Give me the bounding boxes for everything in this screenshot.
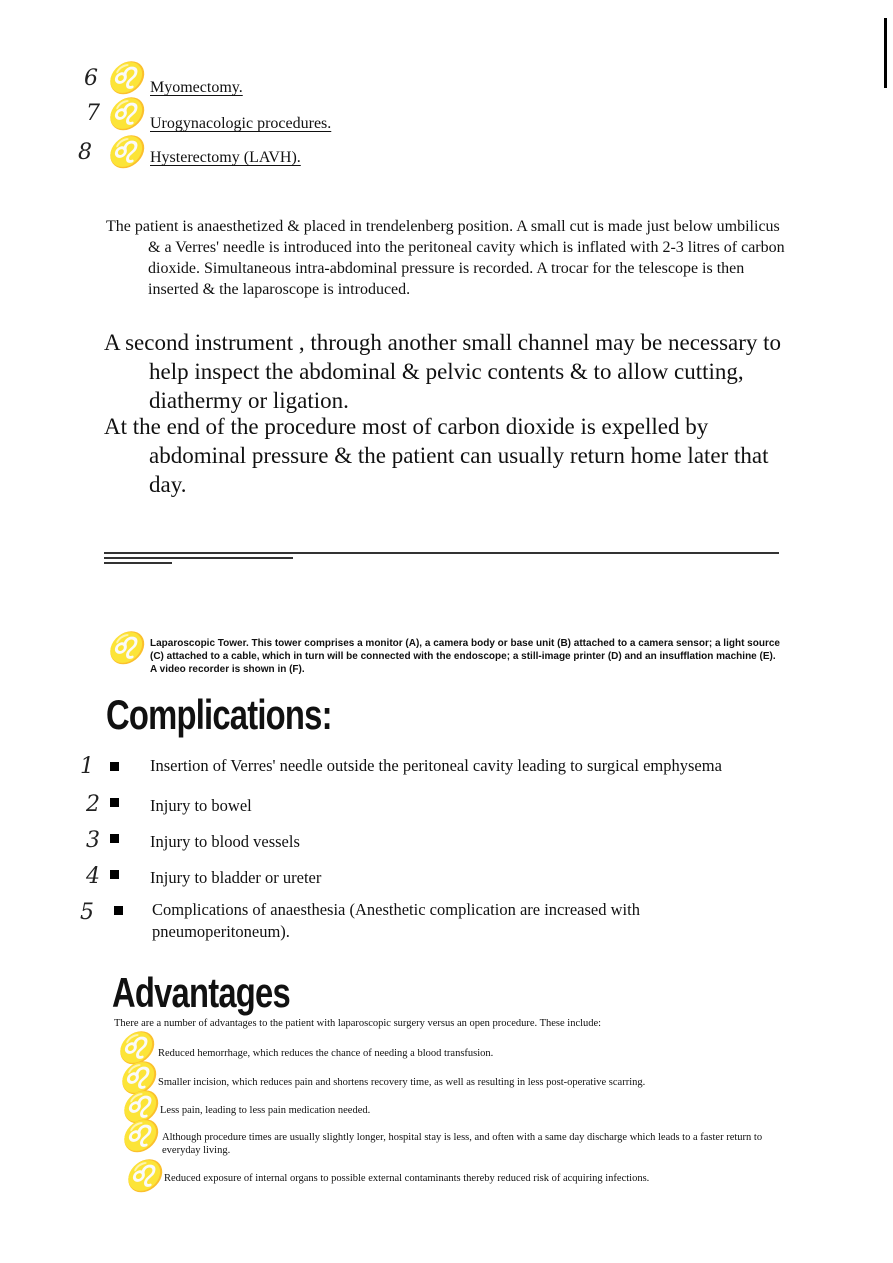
page-edge-line <box>884 18 887 88</box>
advantages-heading: Advantages <box>112 969 290 1016</box>
laparoscopic-tower-caption: Laparoscopic Tower. This tower comprises a monitor (A), a camera body or base unit (B) attached to a camera sensor; a light source (C) attached to a cable, which in turn will be connected with the endoscope; a still-image printer (D) and an insufflation machine (E). A video recorder is shown in (F). <box>150 638 780 675</box>
bullet-square-icon <box>110 762 119 771</box>
advantages-intro: There are a number of advantages to the patient with laparoscopic surgery versus an open procedure. These include: <box>114 1018 602 1029</box>
handwritten-marker-6: 6 <box>84 66 98 91</box>
end-procedure-paragraph: At the end of the procedure most of carbon dioxide is expelled by abdominal pressure & the patient can usually return home later that day. <box>104 414 769 497</box>
second-instrument-paragraph: A second instrument , through another small channel may be necessary to help inspect the abdominal & pelvic contents & to allow cutting, diathermy or ligation. <box>104 330 782 413</box>
complication-bowel: Injury to bowel <box>150 796 252 815</box>
handwritten-leo-icon: ♌ <box>124 1159 162 1194</box>
handwritten-marker-5: 5 <box>80 900 94 925</box>
handwritten-leo-icon: ♌ <box>106 97 144 132</box>
advantage-shorter-stay: Although procedure times are usually slightly longer, hospital stay is less, and often with a same day discharge which leads to a faster return to everyday living. <box>162 1132 763 1156</box>
complication-bladder-ureter: Injury to bladder or ureter <box>150 868 322 887</box>
handwritten-marker-8: 8 <box>78 140 92 165</box>
handwritten-marker-4: 4 <box>86 864 100 889</box>
handwritten-leo-icon: ♌ <box>116 1031 154 1066</box>
procedure-hysterectomy: Hysterectomy (LAVH). <box>150 149 301 166</box>
advantage-less-pain: Less pain, leading to less pain medication needed. <box>160 1105 371 1116</box>
handwritten-leo-icon: ♌ <box>118 1061 156 1096</box>
handwritten-leo-icon: ♌ <box>120 1090 158 1125</box>
bullet-square-icon <box>110 834 119 843</box>
bullet-square-icon <box>110 870 119 879</box>
advantage-reduced-exposure: Reduced exposure of internal organs to possible external contaminants thereby reduced risk of acquiring infections. <box>164 1173 650 1184</box>
handwritten-leo-icon: ♌ <box>106 135 144 170</box>
complications-heading: Complications: <box>106 691 332 738</box>
procedure-urogynacologic: Urogynacologic procedures. <box>150 115 332 132</box>
illegible-tiny-text <box>104 552 779 567</box>
bullet-square-icon <box>114 906 123 915</box>
handwritten-marker-3: 3 <box>86 828 100 853</box>
handwritten-leo-icon: ♌ <box>120 1119 158 1154</box>
complication-anaesthesia: Complications of anaesthesia (Anesthetic complication are increased with pneumoperitoneum). <box>152 900 640 941</box>
handwritten-marker-1: 1 <box>80 754 94 779</box>
advantage-smaller-incision: Smaller incision, which reduces pain and shortens recovery time, as well as resulting in less post-operative scarring. <box>158 1077 646 1088</box>
procedure-description: The patient is anaesthetized & placed in trendelenberg position. A small cut is made just below umbilicus & a Verres' needle is introduced into the peritoneal cavity which is inflated with 2-3 litres of carbon dioxide. Simultaneous intra-abdominal pressure is recorded. A trocar for the telescope is then inserted & the laparoscope is introduced. <box>106 218 785 298</box>
handwritten-marker-2: 2 <box>86 792 100 817</box>
handwritten-leo-icon: ♌ <box>106 61 144 96</box>
handwritten-leo-icon: ♌ <box>106 631 144 666</box>
complication-verres-needle: Insertion of Verres' needle outside the peritoneal cavity leading to surgical emphysema <box>150 756 722 775</box>
procedure-myomectomy: Myomectomy. <box>150 79 243 96</box>
advantage-reduced-hemorrhage: Reduced hemorrhage, which reduces the chance of needing a blood transfusion. <box>158 1048 494 1059</box>
complication-blood-vessels: Injury to blood vessels <box>150 832 300 851</box>
handwritten-marker-7: 7 <box>86 101 100 126</box>
bullet-square-icon <box>110 798 119 807</box>
